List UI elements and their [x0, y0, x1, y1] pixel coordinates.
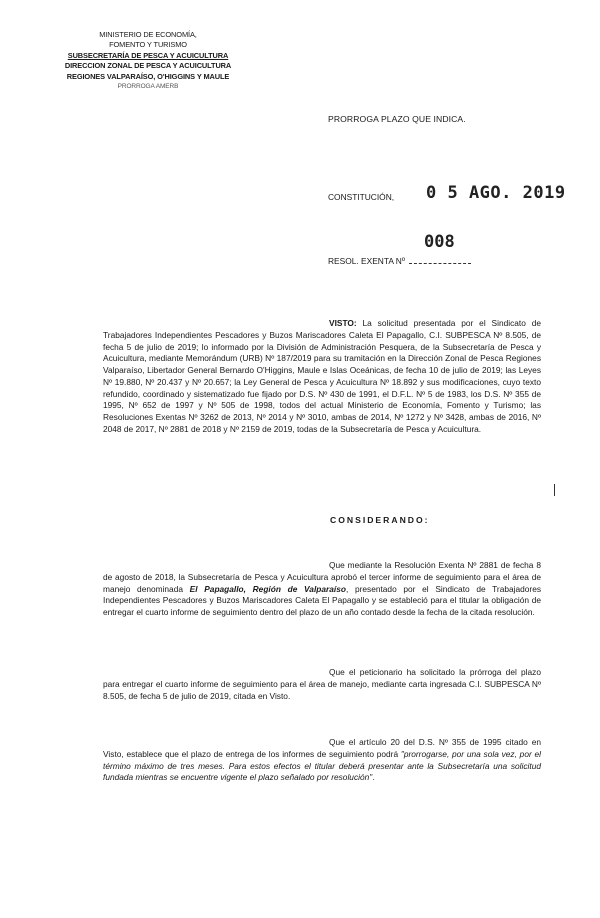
ministry-line: MINISTERIO DE ECONOMÍA, — [99, 30, 197, 39]
visto-paragraph — [103, 318, 541, 436]
subsecretaria-line: SUBSECRETARÍA DE PESCA Y ACUICULTURA — [67, 50, 229, 60]
considerando-paragraph-3 — [103, 737, 541, 784]
margin-mark — [554, 484, 555, 496]
c1-area-name: El Papagallo, Región de Valparaíso — [189, 583, 346, 594]
c1-text-a: Que mediante la Resolución Exenta Nº 2881 de fecha 8 de agosto de 2018, la Subsecretaría de Pesca y Acuicultura aprobó el tercer informe de seguimiento para el área de manejo denominada — [103, 560, 541, 594]
c1-text-c: , presentado por el Sindicato de Trabajadores Independientes Pescadores y Buzos Mariscadores Caleta El Papagallo y se estableció para el titular la obligación de entregar el cuarto informe de seguimiento dentro del plazo de un año contado desde la fecha de la citada resolución. — [103, 583, 542, 617]
considerando-paragraph-2 — [103, 667, 541, 702]
c3-text-c: . — [372, 772, 375, 783]
date-line — [328, 183, 588, 207]
resolution-label-line — [328, 256, 471, 266]
ministry-line-2: FOMENTO Y TURISMO — [109, 40, 187, 50]
c3-text-a: Que el artículo 20 del D.S. Nº 355 de 1995 citado en Visto, establece que el plazo de entrega de los informes de seguimiento podrá — [103, 737, 541, 759]
letterhead — [48, 30, 248, 92]
visto-lead: VISTO: — [329, 318, 357, 328]
resolution-blank — [409, 257, 471, 264]
subject-line: PRORROGA PLAZO QUE INDICA. — [328, 114, 466, 124]
direccion-zonal-line: DIRECCION ZONAL DE PESCA Y ACUICULTURA — [64, 61, 232, 71]
considerando-heading: CONSIDERANDO: — [330, 515, 430, 525]
visto-text: La solicitud presentada por el Sindicato de Trabajadores Independientes Pescadores y Buzos Mariscadores Caleta El Papagallo, C.I. SUBPESCA Nº 8.505, de fecha 5 de julio de 2019; lo informado por la División de Administración Pesquera, de la Subsecretaría de Pesca y Acuicultura, mediante Memorándum (URB) Nº 187/2019 para su tramitación en la Dirección Zonal de Pesca Regiones Valparaíso, Libertador General Bernardo O'Higgins, Maule e Islas Oceánicas, de fecha 10 de julio de 2019; las Leyes Nº 19.880, Nº 20.437 y Nº 20.657; la Ley General de Pesca y Acuicultura Nº 18.892 y sus modificaciones, cuyo texto refundido, coordinado y sistematizado fue fijado por D.S. Nº 430 de 1991, el D.F.L. Nº 5 de 1983, los D.S. Nº 355 de 1995, Nº 652 de 1997 y Nº 505 de 1998, todos del actual Ministerio de Economía, Fomento y Turismo; las Resoluciones Exentas Nº 3262 de 2013, Nº 2014 y Nº 3010, ambas de 2014, Nº 1272 y Nº 3428, ambas de 2016, Nº 2048 de 2017, Nº 2881 de 2018 y Nº 2159 de 2019, todas de la Subsecretaría de Pesca y Acuicultura. — [103, 318, 541, 434]
resolution-number: 008 — [424, 232, 455, 252]
regiones-line: REGIONES VALPARAÍSO, O'HIGGINS Y MAULE — [66, 71, 230, 81]
resolution-label: RESOL. EXENTA Nº — [328, 256, 405, 266]
date-stamp: 0 5 AGO. 2019 — [426, 183, 566, 203]
file-reference: PRORROGA AMERB — [117, 83, 179, 91]
considerando-paragraph-1 — [103, 560, 541, 619]
city-label: CONSTITUCIÓN, — [328, 192, 395, 202]
c3-quote: "prorrogarse, por una sola vez, por el término máximo de tres meses. Para estos efectos el titular deberá presentar ante la Subsecretaría una solicitud fundada mientras se encuentre vigente el plazo señalado por resolución" — [103, 748, 541, 783]
c2-text: Que el peticionario ha solicitado la prórroga del plazo para entregar el cuarto informe de seguimiento para el área de manejo, mediante carta ingresada C.I. SUBPESCA Nº 8.505, de fecha 5 de julio de 2019, citada en Visto. — [103, 667, 541, 701]
